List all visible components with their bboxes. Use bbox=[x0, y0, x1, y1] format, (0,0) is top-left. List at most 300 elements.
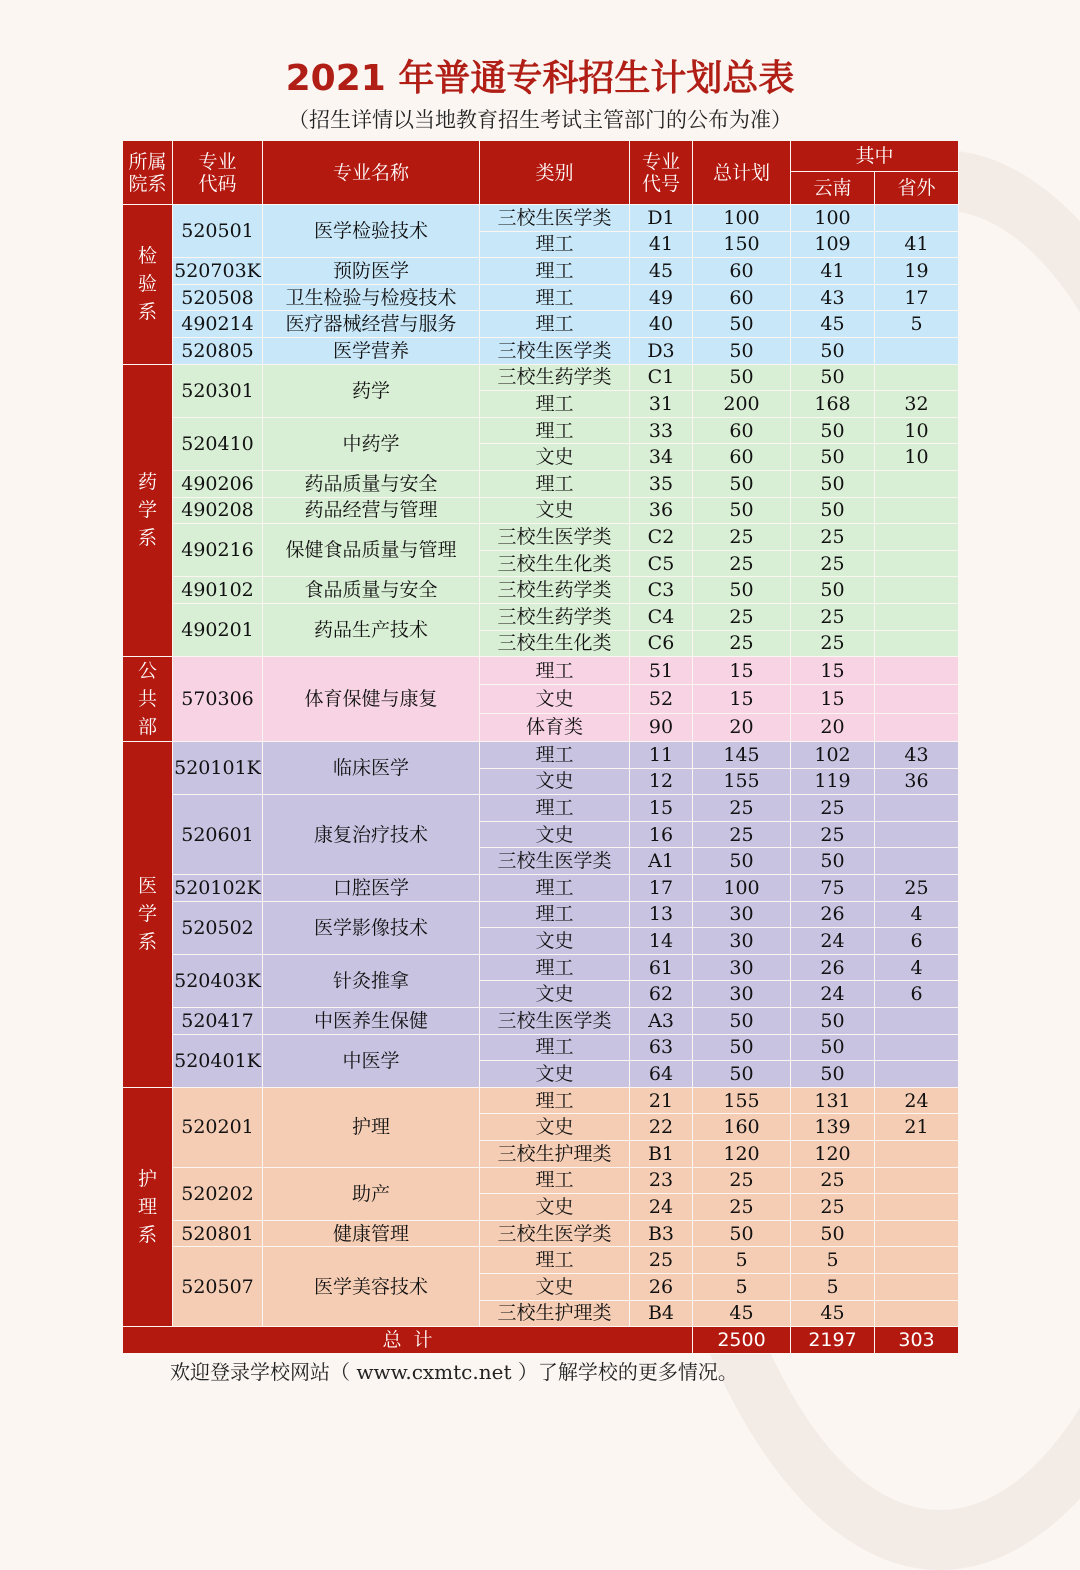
program-code-cell: 26 bbox=[630, 1273, 693, 1300]
program-code-cell: 11 bbox=[630, 742, 693, 769]
major-code-cell: 520508 bbox=[173, 284, 263, 311]
category-cell: 理工 bbox=[480, 417, 630, 444]
major-name-cell: 药品经营与管理 bbox=[263, 497, 480, 524]
yunnan-plan-cell: 43 bbox=[791, 284, 875, 311]
program-code-cell: 35 bbox=[630, 470, 693, 497]
total-plan-cell: 50 bbox=[693, 577, 791, 604]
yunnan-plan-cell: 25 bbox=[791, 1167, 875, 1194]
outside-plan-cell bbox=[875, 1167, 959, 1194]
total-plan-cell: 25 bbox=[693, 1167, 791, 1194]
yunnan-plan-cell: 50 bbox=[791, 1061, 875, 1088]
program-code-cell: A3 bbox=[630, 1008, 693, 1035]
major-name-cell: 药品质量与安全 bbox=[263, 470, 480, 497]
outside-plan-cell bbox=[875, 821, 959, 848]
table-row bbox=[123, 901, 959, 928]
yunnan-plan-cell: 50 bbox=[791, 1220, 875, 1247]
program-code-cell: C6 bbox=[630, 630, 693, 657]
table-row bbox=[123, 1008, 959, 1035]
major-code-cell: 490216 bbox=[173, 524, 263, 577]
program-code-cell: C1 bbox=[630, 364, 693, 391]
program-code-cell: 13 bbox=[630, 901, 693, 928]
program-code-cell: 90 bbox=[630, 713, 693, 741]
major-code-cell: 520501 bbox=[173, 205, 263, 258]
total-plan-cell: 25 bbox=[693, 524, 791, 551]
table-row bbox=[123, 1034, 959, 1061]
table-row bbox=[123, 497, 959, 524]
program-code-cell: 25 bbox=[630, 1247, 693, 1274]
category-cell: 三校生医学类 bbox=[480, 848, 630, 875]
total-plan-cell: 25 bbox=[693, 603, 791, 630]
major-name-cell: 预防医学 bbox=[263, 258, 480, 285]
major-name-cell: 助产 bbox=[263, 1167, 480, 1220]
header-major-code: 专业 代码 bbox=[173, 141, 263, 205]
category-cell: 文史 bbox=[480, 444, 630, 471]
major-name-cell: 康复治疗技术 bbox=[263, 795, 480, 875]
major-name-cell: 中医学 bbox=[263, 1034, 480, 1087]
table-row bbox=[123, 311, 959, 338]
yunnan-plan-cell: 50 bbox=[791, 417, 875, 444]
category-cell: 理工 bbox=[480, 1247, 630, 1274]
program-code-cell: A1 bbox=[630, 848, 693, 875]
category-cell: 理工 bbox=[480, 311, 630, 338]
yunnan-plan-cell: 139 bbox=[791, 1114, 875, 1141]
total-plan-cell: 50 bbox=[693, 1220, 791, 1247]
yunnan-plan-cell: 26 bbox=[791, 954, 875, 981]
total-plan-cell: 100 bbox=[693, 205, 791, 232]
program-code-cell: 52 bbox=[630, 685, 693, 713]
category-cell: 文史 bbox=[480, 1061, 630, 1088]
category-cell: 理工 bbox=[480, 1034, 630, 1061]
yunnan-plan-cell: 120 bbox=[791, 1141, 875, 1168]
category-cell: 三校生医学类 bbox=[480, 1220, 630, 1247]
yunnan-plan-cell: 26 bbox=[791, 901, 875, 928]
program-code-cell: 33 bbox=[630, 417, 693, 444]
yunnan-plan-cell: 45 bbox=[791, 1300, 875, 1327]
program-code-cell: 64 bbox=[630, 1061, 693, 1088]
outside-plan-cell bbox=[875, 1300, 959, 1327]
category-cell: 三校生医学类 bbox=[480, 1008, 630, 1035]
total-plan-cell: 25 bbox=[693, 1194, 791, 1221]
major-name-cell: 药学 bbox=[263, 364, 480, 417]
program-code-cell: 40 bbox=[630, 311, 693, 338]
total-plan-cell: 155 bbox=[693, 768, 791, 795]
outside-plan-cell bbox=[875, 524, 959, 551]
program-code-cell: C3 bbox=[630, 577, 693, 604]
category-cell: 理工 bbox=[480, 954, 630, 981]
total-plan-cell: 30 bbox=[693, 954, 791, 981]
outside-plan-cell bbox=[875, 337, 959, 364]
table-row bbox=[123, 577, 959, 604]
total-plan-cell: 50 bbox=[693, 337, 791, 364]
yunnan-plan-cell: 45 bbox=[791, 311, 875, 338]
yunnan-plan-cell: 50 bbox=[791, 1034, 875, 1061]
major-name-cell: 卫生检验与检疫技术 bbox=[263, 284, 480, 311]
major-name-cell: 口腔医学 bbox=[263, 875, 480, 902]
outside-plan-cell bbox=[875, 657, 959, 685]
major-name-cell: 医学营养 bbox=[263, 337, 480, 364]
total-plan-cell: 25 bbox=[693, 550, 791, 577]
totals-row bbox=[123, 1327, 959, 1354]
table-row bbox=[123, 524, 959, 551]
totals-outside: 303 bbox=[875, 1327, 959, 1354]
total-plan-cell: 60 bbox=[693, 284, 791, 311]
major-name-cell: 医学美容技术 bbox=[263, 1247, 480, 1327]
outside-plan-cell: 5 bbox=[875, 311, 959, 338]
outside-plan-cell bbox=[875, 1247, 959, 1274]
yunnan-plan-cell: 25 bbox=[791, 550, 875, 577]
table-row bbox=[123, 1247, 959, 1274]
outside-plan-cell: 41 bbox=[875, 231, 959, 258]
department-cell: 护 理 系 bbox=[123, 1087, 173, 1326]
table-row bbox=[123, 205, 959, 232]
yunnan-plan-cell: 50 bbox=[791, 470, 875, 497]
outside-plan-cell bbox=[875, 603, 959, 630]
program-code-cell: 17 bbox=[630, 875, 693, 902]
outside-plan-cell: 36 bbox=[875, 768, 959, 795]
total-plan-cell: 15 bbox=[693, 685, 791, 713]
major-code-cell: 520410 bbox=[173, 417, 263, 470]
outside-plan-cell bbox=[875, 1220, 959, 1247]
yunnan-plan-cell: 50 bbox=[791, 1008, 875, 1035]
header-among: 其中 bbox=[791, 141, 959, 172]
yunnan-plan-cell: 15 bbox=[791, 685, 875, 713]
header-yunnan: 云南 bbox=[791, 172, 875, 205]
major-code-cell: 520102K bbox=[173, 875, 263, 902]
department-cell: 药 学 系 bbox=[123, 364, 173, 657]
program-code-cell: C5 bbox=[630, 550, 693, 577]
total-plan-cell: 155 bbox=[693, 1087, 791, 1114]
program-code-cell: 31 bbox=[630, 391, 693, 418]
total-plan-cell: 20 bbox=[693, 713, 791, 741]
program-code-cell: B3 bbox=[630, 1220, 693, 1247]
program-code-cell: 41 bbox=[630, 231, 693, 258]
outside-plan-cell: 24 bbox=[875, 1087, 959, 1114]
major-code-cell: 520507 bbox=[173, 1247, 263, 1327]
yunnan-plan-cell: 119 bbox=[791, 768, 875, 795]
yunnan-plan-cell: 20 bbox=[791, 713, 875, 741]
major-name-cell: 药品生产技术 bbox=[263, 603, 480, 656]
yunnan-plan-cell: 41 bbox=[791, 258, 875, 285]
category-cell: 体育类 bbox=[480, 713, 630, 741]
total-plan-cell: 30 bbox=[693, 901, 791, 928]
outside-plan-cell bbox=[875, 1194, 959, 1221]
header-major-name: 专业名称 bbox=[263, 141, 480, 205]
total-plan-cell: 25 bbox=[693, 795, 791, 822]
outside-plan-cell: 19 bbox=[875, 258, 959, 285]
page-title: 2021 年普通专科招生计划总表 bbox=[285, 58, 795, 99]
outside-plan-cell bbox=[875, 795, 959, 822]
major-name-cell: 医学影像技术 bbox=[263, 901, 480, 954]
table-row bbox=[123, 258, 959, 285]
major-name-cell: 食品质量与安全 bbox=[263, 577, 480, 604]
category-cell: 理工 bbox=[480, 742, 630, 769]
table-row bbox=[123, 603, 959, 630]
outside-plan-cell: 43 bbox=[875, 742, 959, 769]
table-row bbox=[123, 742, 959, 769]
total-plan-cell: 100 bbox=[693, 875, 791, 902]
category-cell: 理工 bbox=[480, 258, 630, 285]
category-cell: 三校生药学类 bbox=[480, 364, 630, 391]
category-cell: 理工 bbox=[480, 875, 630, 902]
category-cell: 三校生护理类 bbox=[480, 1300, 630, 1327]
outside-plan-cell bbox=[875, 630, 959, 657]
total-plan-cell: 160 bbox=[693, 1114, 791, 1141]
yunnan-plan-cell: 24 bbox=[791, 981, 875, 1008]
outside-plan-cell: 32 bbox=[875, 391, 959, 418]
category-cell: 理工 bbox=[480, 470, 630, 497]
table-row bbox=[123, 1167, 959, 1194]
yunnan-plan-cell: 50 bbox=[791, 364, 875, 391]
program-code-cell: 21 bbox=[630, 1087, 693, 1114]
program-code-cell: 23 bbox=[630, 1167, 693, 1194]
major-code-cell: 520805 bbox=[173, 337, 263, 364]
table-row bbox=[123, 417, 959, 444]
outside-plan-cell bbox=[875, 205, 959, 232]
outside-plan-cell bbox=[875, 550, 959, 577]
major-code-cell: 520201 bbox=[173, 1087, 263, 1167]
category-cell: 理工 bbox=[480, 657, 630, 685]
yunnan-plan-cell: 50 bbox=[791, 337, 875, 364]
program-code-cell: 12 bbox=[630, 768, 693, 795]
program-code-cell: 45 bbox=[630, 258, 693, 285]
yunnan-plan-cell: 15 bbox=[791, 657, 875, 685]
total-plan-cell: 120 bbox=[693, 1141, 791, 1168]
header-total: 总计划 bbox=[693, 141, 791, 205]
outside-plan-cell bbox=[875, 713, 959, 741]
table-row bbox=[123, 875, 959, 902]
category-cell: 三校生生化类 bbox=[480, 550, 630, 577]
yunnan-plan-cell: 50 bbox=[791, 497, 875, 524]
major-name-cell: 医疗器械经营与服务 bbox=[263, 311, 480, 338]
outside-plan-cell: 10 bbox=[875, 417, 959, 444]
total-plan-cell: 30 bbox=[693, 928, 791, 955]
outside-plan-cell: 25 bbox=[875, 875, 959, 902]
table-body bbox=[123, 205, 959, 1354]
yunnan-plan-cell: 25 bbox=[791, 630, 875, 657]
total-plan-cell: 50 bbox=[693, 848, 791, 875]
header-dept: 所属 院系 bbox=[123, 141, 173, 205]
page-subtitle: （招生详情以当地教育招生考试主管部门的公布为准） bbox=[288, 108, 792, 132]
program-code-cell: D3 bbox=[630, 337, 693, 364]
program-code-cell: 62 bbox=[630, 981, 693, 1008]
major-code-cell: 520601 bbox=[173, 795, 263, 875]
category-cell: 文史 bbox=[480, 497, 630, 524]
program-code-cell: 63 bbox=[630, 1034, 693, 1061]
total-plan-cell: 30 bbox=[693, 981, 791, 1008]
yunnan-plan-cell: 102 bbox=[791, 742, 875, 769]
category-cell: 三校生医学类 bbox=[480, 205, 630, 232]
category-cell: 理工 bbox=[480, 901, 630, 928]
category-cell: 三校生护理类 bbox=[480, 1141, 630, 1168]
category-cell: 三校生生化类 bbox=[480, 630, 630, 657]
table-row bbox=[123, 337, 959, 364]
major-code-cell: 520417 bbox=[173, 1008, 263, 1035]
yunnan-plan-cell: 25 bbox=[791, 821, 875, 848]
program-code-cell: C4 bbox=[630, 603, 693, 630]
major-code-cell: 520301 bbox=[173, 364, 263, 417]
major-code-cell: 520703K bbox=[173, 258, 263, 285]
outside-plan-cell: 6 bbox=[875, 928, 959, 955]
category-cell: 三校生药学类 bbox=[480, 603, 630, 630]
yunnan-plan-cell: 75 bbox=[791, 875, 875, 902]
table-row bbox=[123, 1087, 959, 1114]
outside-plan-cell: 21 bbox=[875, 1114, 959, 1141]
major-code-cell: 490201 bbox=[173, 603, 263, 656]
outside-plan-cell bbox=[875, 1008, 959, 1035]
outside-plan-cell bbox=[875, 1273, 959, 1300]
yunnan-plan-cell: 5 bbox=[791, 1273, 875, 1300]
major-name-cell: 健康管理 bbox=[263, 1220, 480, 1247]
outside-plan-cell: 17 bbox=[875, 284, 959, 311]
category-cell: 理工 bbox=[480, 231, 630, 258]
major-code-cell: 490208 bbox=[173, 497, 263, 524]
total-plan-cell: 15 bbox=[693, 657, 791, 685]
yunnan-plan-cell: 100 bbox=[791, 205, 875, 232]
header-outside: 省外 bbox=[875, 172, 959, 205]
yunnan-plan-cell: 25 bbox=[791, 524, 875, 551]
major-code-cell: 570306 bbox=[173, 657, 263, 742]
outside-plan-cell bbox=[875, 848, 959, 875]
header-category: 类别 bbox=[480, 141, 630, 205]
major-code-cell: 490102 bbox=[173, 577, 263, 604]
category-cell: 三校生医学类 bbox=[480, 524, 630, 551]
table-row bbox=[123, 657, 959, 685]
category-cell: 文史 bbox=[480, 768, 630, 795]
total-plan-cell: 60 bbox=[693, 417, 791, 444]
total-plan-cell: 25 bbox=[693, 821, 791, 848]
major-code-cell: 520403K bbox=[173, 954, 263, 1007]
major-code-cell: 490206 bbox=[173, 470, 263, 497]
program-code-cell: 16 bbox=[630, 821, 693, 848]
category-cell: 理工 bbox=[480, 1167, 630, 1194]
major-name-cell: 医学检验技术 bbox=[263, 205, 480, 258]
category-cell: 理工 bbox=[480, 391, 630, 418]
category-cell: 文史 bbox=[480, 928, 630, 955]
program-code-cell: B1 bbox=[630, 1141, 693, 1168]
program-code-cell: 36 bbox=[630, 497, 693, 524]
program-code-cell: 24 bbox=[630, 1194, 693, 1221]
enrollment-plan-table bbox=[122, 140, 959, 1354]
yunnan-plan-cell: 109 bbox=[791, 231, 875, 258]
total-plan-cell: 50 bbox=[693, 497, 791, 524]
program-code-cell: 51 bbox=[630, 657, 693, 685]
table-row bbox=[123, 954, 959, 981]
program-code-cell: 34 bbox=[630, 444, 693, 471]
major-code-cell: 520101K bbox=[173, 742, 263, 795]
category-cell: 文史 bbox=[480, 1273, 630, 1300]
table-row bbox=[123, 1220, 959, 1247]
total-plan-cell: 45 bbox=[693, 1300, 791, 1327]
total-plan-cell: 145 bbox=[693, 742, 791, 769]
totals-yunnan: 2197 bbox=[791, 1327, 875, 1354]
outside-plan-cell bbox=[875, 577, 959, 604]
total-plan-cell: 150 bbox=[693, 231, 791, 258]
major-name-cell: 针灸推拿 bbox=[263, 954, 480, 1007]
department-cell: 医 学 系 bbox=[123, 742, 173, 1088]
program-code-cell: 61 bbox=[630, 954, 693, 981]
outside-plan-cell bbox=[875, 1034, 959, 1061]
totals-label: 总 计 bbox=[123, 1327, 693, 1354]
yunnan-plan-cell: 50 bbox=[791, 848, 875, 875]
outside-plan-cell: 6 bbox=[875, 981, 959, 1008]
category-cell: 三校生药学类 bbox=[480, 577, 630, 604]
total-plan-cell: 60 bbox=[693, 444, 791, 471]
major-code-cell: 520401K bbox=[173, 1034, 263, 1087]
program-code-cell: 49 bbox=[630, 284, 693, 311]
yunnan-plan-cell: 50 bbox=[791, 444, 875, 471]
program-code-cell: D1 bbox=[630, 205, 693, 232]
website-note: 欢迎登录学校网站（ www.cxmtc.net ）了解学校的更多情况。 bbox=[170, 1360, 738, 1384]
total-plan-cell: 50 bbox=[693, 1008, 791, 1035]
program-code-cell: C2 bbox=[630, 524, 693, 551]
major-code-cell: 520801 bbox=[173, 1220, 263, 1247]
total-plan-cell: 50 bbox=[693, 1061, 791, 1088]
total-plan-cell: 50 bbox=[693, 1034, 791, 1061]
total-plan-cell: 200 bbox=[693, 391, 791, 418]
program-code-cell: 14 bbox=[630, 928, 693, 955]
yunnan-plan-cell: 5 bbox=[791, 1247, 875, 1274]
category-cell: 文史 bbox=[480, 821, 630, 848]
program-code-cell: B4 bbox=[630, 1300, 693, 1327]
category-cell: 理工 bbox=[480, 795, 630, 822]
category-cell: 三校生医学类 bbox=[480, 337, 630, 364]
total-plan-cell: 50 bbox=[693, 364, 791, 391]
total-plan-cell: 60 bbox=[693, 258, 791, 285]
outside-plan-cell: 4 bbox=[875, 901, 959, 928]
table-row bbox=[123, 470, 959, 497]
major-name-cell: 保健食品质量与管理 bbox=[263, 524, 480, 577]
yunnan-plan-cell: 25 bbox=[791, 603, 875, 630]
outside-plan-cell bbox=[875, 364, 959, 391]
yunnan-plan-cell: 131 bbox=[791, 1087, 875, 1114]
category-cell: 理工 bbox=[480, 284, 630, 311]
outside-plan-cell: 4 bbox=[875, 954, 959, 981]
major-name-cell: 中医养生保健 bbox=[263, 1008, 480, 1035]
program-code-cell: 22 bbox=[630, 1114, 693, 1141]
major-name-cell: 临床医学 bbox=[263, 742, 480, 795]
major-code-cell: 490214 bbox=[173, 311, 263, 338]
outside-plan-cell bbox=[875, 470, 959, 497]
table-row bbox=[123, 284, 959, 311]
category-cell: 文史 bbox=[480, 1114, 630, 1141]
outside-plan-cell: 10 bbox=[875, 444, 959, 471]
outside-plan-cell bbox=[875, 497, 959, 524]
major-name-cell: 中药学 bbox=[263, 417, 480, 470]
header-code: 专业 代号 bbox=[630, 141, 693, 205]
yunnan-plan-cell: 24 bbox=[791, 928, 875, 955]
yunnan-plan-cell: 25 bbox=[791, 795, 875, 822]
totals-total: 2500 bbox=[693, 1327, 791, 1354]
department-cell: 公 共 部 bbox=[123, 657, 173, 742]
yunnan-plan-cell: 25 bbox=[791, 1194, 875, 1221]
yunnan-plan-cell: 50 bbox=[791, 577, 875, 604]
total-plan-cell: 25 bbox=[693, 630, 791, 657]
category-cell: 文史 bbox=[480, 685, 630, 713]
yunnan-plan-cell: 168 bbox=[791, 391, 875, 418]
department-cell: 检 验 系 bbox=[123, 205, 173, 365]
outside-plan-cell bbox=[875, 1141, 959, 1168]
total-plan-cell: 5 bbox=[693, 1273, 791, 1300]
total-plan-cell: 50 bbox=[693, 311, 791, 338]
category-cell: 文史 bbox=[480, 1194, 630, 1221]
table-row bbox=[123, 795, 959, 822]
major-name-cell: 体育保健与康复 bbox=[263, 657, 480, 742]
table-row bbox=[123, 364, 959, 391]
total-plan-cell: 50 bbox=[693, 470, 791, 497]
program-code-cell: 15 bbox=[630, 795, 693, 822]
major-name-cell: 护理 bbox=[263, 1087, 480, 1167]
total-plan-cell: 5 bbox=[693, 1247, 791, 1274]
